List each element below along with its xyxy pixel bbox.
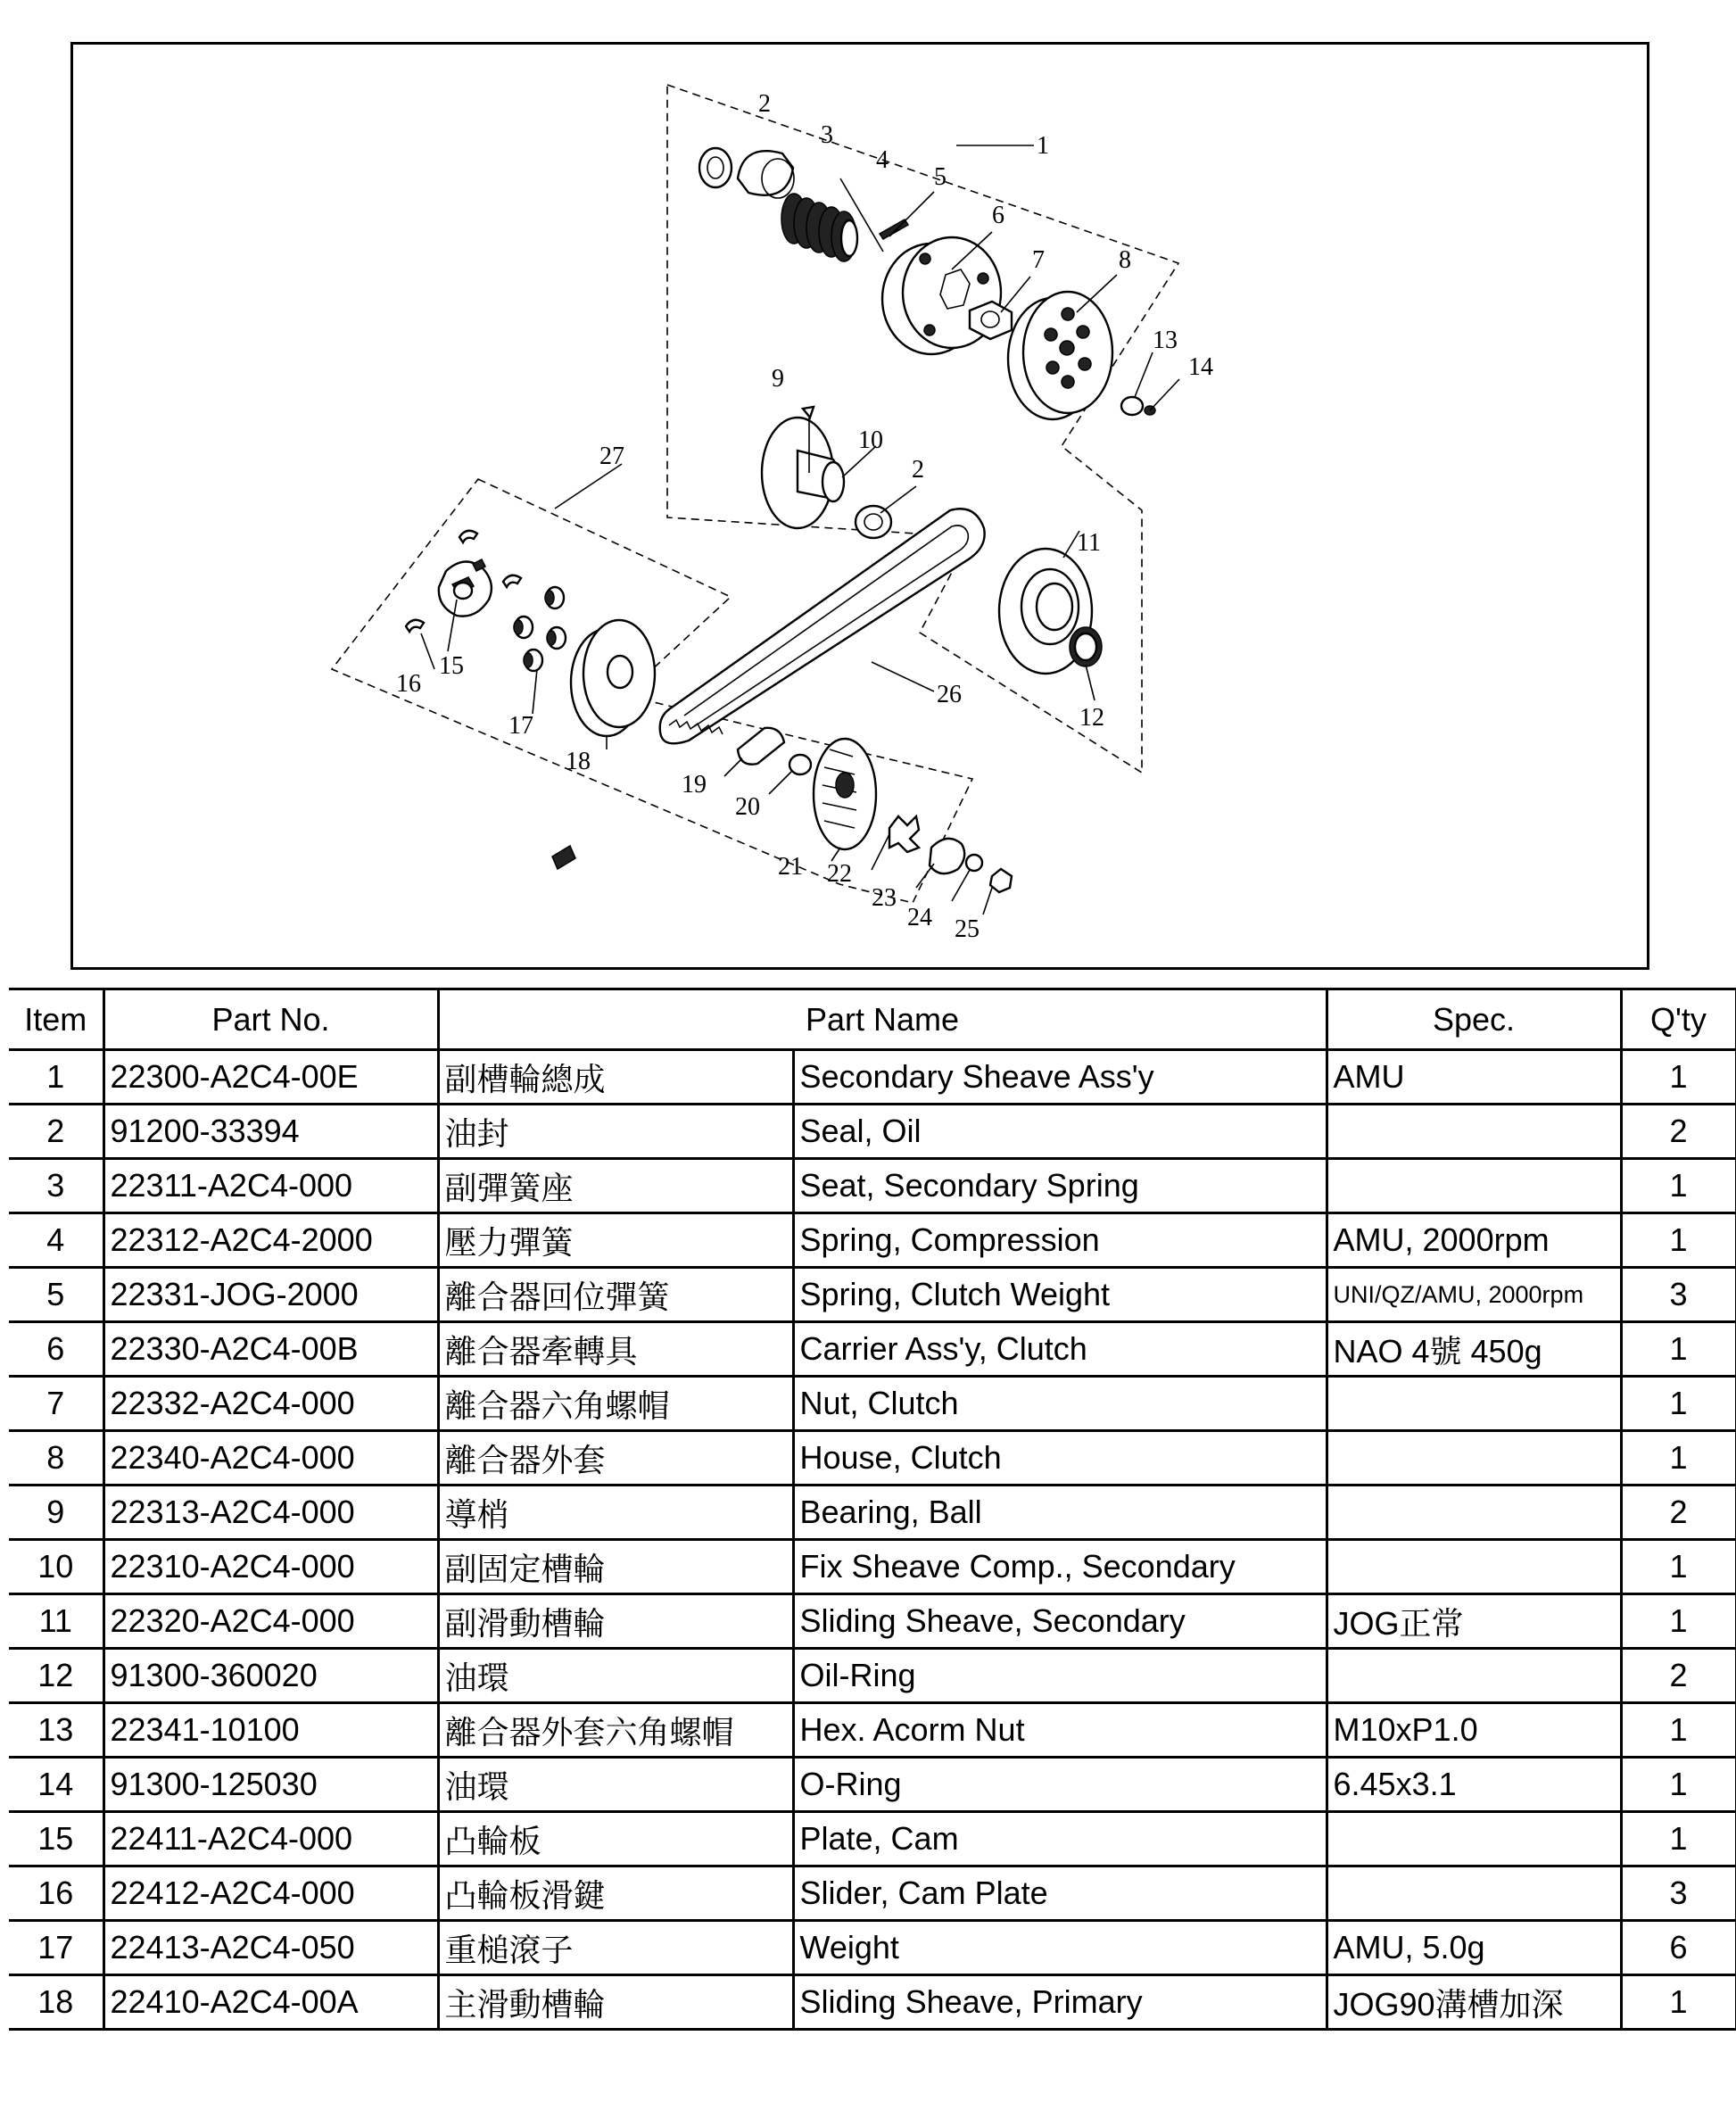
cell-name-en: Spring, Clutch Weight xyxy=(793,1268,1327,1322)
cell-name-zh: 離合器外套 xyxy=(438,1431,793,1486)
cell-qty: 3 xyxy=(1621,1866,1736,1921)
table-row xyxy=(9,1758,1736,1812)
cell-qty: 1 xyxy=(1621,1431,1736,1486)
cell-spec xyxy=(1327,1866,1621,1921)
cell-qty: 2 xyxy=(1621,1105,1736,1159)
cell-qty: 1 xyxy=(1621,1540,1736,1594)
callout-23: 23 xyxy=(872,884,897,912)
cell-name-zh: 離合器六角螺帽 xyxy=(438,1377,793,1431)
cell-qty: 1 xyxy=(1621,1594,1736,1649)
cell-name-zh: 副固定槽輪 xyxy=(438,1540,793,1594)
cell-item: 7 xyxy=(9,1377,103,1431)
callout-14: 14 xyxy=(1188,353,1213,381)
compression-spring-part xyxy=(781,194,857,261)
cell-part-no: 22410-A2C4-00A xyxy=(103,1975,438,2030)
cell-name-en: House, Clutch xyxy=(793,1431,1327,1486)
cell-part-no: 22300-A2C4-00E xyxy=(103,1050,438,1105)
callout-8: 8 xyxy=(1119,246,1131,274)
cell-item: 14 xyxy=(9,1758,103,1812)
clutch-carrier-part xyxy=(882,237,1001,354)
fan-fixed-sheave-part xyxy=(814,739,876,849)
cell-spec: AMU, 2000rpm xyxy=(1327,1213,1621,1268)
cell-name-zh: 油環 xyxy=(438,1649,793,1703)
seal-oil-lower-part xyxy=(856,506,891,538)
cell-name-en: Carrier Ass'y, Clutch xyxy=(793,1322,1327,1377)
callout-16: 16 xyxy=(396,670,421,698)
cell-part-no: 22313-A2C4-000 xyxy=(103,1486,438,1540)
cam-plate-part xyxy=(439,559,492,617)
cell-part-no: 91300-360020 xyxy=(103,1649,438,1703)
cell-qty: 1 xyxy=(1621,1812,1736,1866)
header-part-name: Part Name xyxy=(438,989,1327,1050)
cam-slider-part xyxy=(459,531,477,542)
cell-name-en: Bearing, Ball xyxy=(793,1486,1327,1540)
cell-name-zh: 離合器回位彈簧 xyxy=(438,1268,793,1322)
callout-19: 19 xyxy=(682,771,707,799)
cell-item: 16 xyxy=(9,1866,103,1921)
table-row xyxy=(9,1050,1736,1105)
table-body xyxy=(9,1050,1736,2030)
callout-26: 26 xyxy=(937,681,962,708)
cell-item: 13 xyxy=(9,1703,103,1758)
callout-27: 27 xyxy=(599,443,624,470)
callout-2-lower: 2 xyxy=(912,456,924,484)
callout-21: 21 xyxy=(778,853,803,881)
header-part-no: Part No. xyxy=(103,989,438,1050)
cell-part-no: 91300-125030 xyxy=(103,1758,438,1812)
cell-name-en: Seat, Secondary Spring xyxy=(793,1159,1327,1213)
cell-spec: NAO 4號 450g xyxy=(1327,1322,1621,1377)
callout-7: 7 xyxy=(1032,246,1045,274)
cell-item: 8 xyxy=(9,1431,103,1486)
cell-spec xyxy=(1327,1105,1621,1159)
table-row xyxy=(9,1105,1736,1159)
cell-name-en: Seal, Oil xyxy=(793,1105,1327,1159)
table-row xyxy=(9,1213,1736,1268)
cell-part-no: 22411-A2C4-000 xyxy=(103,1812,438,1866)
cell-spec: 6.45x3.1 xyxy=(1327,1758,1621,1812)
cell-spec xyxy=(1327,1540,1621,1594)
cell-part-no: 22331-JOG-2000 xyxy=(103,1268,438,1322)
cell-spec xyxy=(1327,1486,1621,1540)
table-row xyxy=(9,1975,1736,2030)
cell-item: 6 xyxy=(9,1322,103,1377)
callout-22: 22 xyxy=(827,860,852,888)
cell-name-zh: 副彈簧座 xyxy=(438,1159,793,1213)
cell-qty: 1 xyxy=(1621,1213,1736,1268)
table-header-row xyxy=(9,989,1736,1050)
callout-11: 11 xyxy=(1077,529,1101,557)
cell-item: 4 xyxy=(9,1213,103,1268)
table-row xyxy=(9,1159,1736,1213)
cell-item: 9 xyxy=(9,1486,103,1540)
weight-rollers-part xyxy=(514,587,566,671)
callout-24: 24 xyxy=(907,904,932,931)
fixed-sheave-secondary-part xyxy=(762,418,844,528)
callout-20: 20 xyxy=(735,793,760,821)
callout-1: 1 xyxy=(1037,132,1049,160)
table-row xyxy=(9,1812,1736,1866)
cell-item: 10 xyxy=(9,1540,103,1594)
table-row xyxy=(9,1921,1736,1975)
cell-qty: 1 xyxy=(1621,1975,1736,2030)
clutch-assembly-drawing xyxy=(73,45,1647,967)
cell-name-zh: 主滑動槽輪 xyxy=(438,1975,793,2030)
table-row xyxy=(9,1377,1736,1431)
callout-3: 3 xyxy=(821,121,833,149)
cell-item: 17 xyxy=(9,1921,103,1975)
cell-qty: 1 xyxy=(1621,1758,1736,1812)
cell-spec: UNI/QZ/AMU, 2000rpm xyxy=(1327,1268,1621,1322)
cell-qty: 1 xyxy=(1621,1050,1736,1105)
cell-spec xyxy=(1327,1159,1621,1213)
cell-part-no: 22311-A2C4-000 xyxy=(103,1159,438,1213)
cell-qty: 1 xyxy=(1621,1377,1736,1431)
parts-list-table xyxy=(9,988,1736,2031)
cell-item: 12 xyxy=(9,1649,103,1703)
cell-item: 3 xyxy=(9,1159,103,1213)
table-row xyxy=(9,1649,1736,1703)
cell-spec xyxy=(1327,1431,1621,1486)
seal-oil-part xyxy=(699,148,732,187)
washer-nut-set-part xyxy=(930,839,1012,892)
cell-item: 2 xyxy=(9,1105,103,1159)
cell-name-zh: 凸輪板滑鍵 xyxy=(438,1866,793,1921)
callout-9: 9 xyxy=(772,365,784,393)
cell-name-en: Weight xyxy=(793,1921,1327,1975)
collar-part xyxy=(738,728,784,765)
cell-name-zh: 副滑動槽輪 xyxy=(438,1594,793,1649)
cell-part-no: 22341-10100 xyxy=(103,1703,438,1758)
cell-name-en: Fix Sheave Comp., Secondary xyxy=(793,1540,1327,1594)
table-row xyxy=(9,1703,1736,1758)
leader-lines xyxy=(421,145,1179,915)
callout-13: 13 xyxy=(1153,327,1178,354)
callout-2: 2 xyxy=(758,90,771,118)
cell-part-no: 22340-A2C4-000 xyxy=(103,1431,438,1486)
cell-part-no: 22312-A2C4-2000 xyxy=(103,1213,438,1268)
callout-4: 4 xyxy=(876,146,889,174)
cell-spec: JOG90溝槽加深 xyxy=(1327,1975,1621,2030)
cell-name-en: Plate, Cam xyxy=(793,1812,1327,1866)
callout-17: 17 xyxy=(508,712,533,740)
table-row xyxy=(9,1540,1736,1594)
cell-name-zh: 油環 xyxy=(438,1758,793,1812)
table-row xyxy=(9,1486,1736,1540)
cell-name-en: Oil-Ring xyxy=(793,1649,1327,1703)
sliding-sheave-primary-part xyxy=(571,620,655,736)
washer-part xyxy=(789,755,811,774)
cell-name-en: Spring, Compression xyxy=(793,1213,1327,1268)
cell-spec: JOG正常 xyxy=(1327,1594,1621,1649)
guide-pin-part xyxy=(803,407,814,418)
cell-name-zh: 油封 xyxy=(438,1105,793,1159)
table-row xyxy=(9,1594,1736,1649)
cell-qty: 3 xyxy=(1621,1268,1736,1322)
table-row xyxy=(9,1268,1736,1322)
cell-part-no: 22310-A2C4-000 xyxy=(103,1540,438,1594)
cell-name-en: Hex. Acorm Nut xyxy=(793,1703,1327,1758)
table-row xyxy=(9,1431,1736,1486)
callout-12: 12 xyxy=(1079,704,1104,732)
cell-name-zh: 副槽輪總成 xyxy=(438,1050,793,1105)
table-row xyxy=(9,1322,1736,1377)
cell-name-en: Secondary Sheave Ass'y xyxy=(793,1050,1327,1105)
cell-part-no: 22412-A2C4-000 xyxy=(103,1866,438,1921)
cell-qty: 6 xyxy=(1621,1921,1736,1975)
starter-gear-part xyxy=(889,816,919,852)
cell-name-zh: 壓力彈簧 xyxy=(438,1213,793,1268)
cell-part-no: 22332-A2C4-000 xyxy=(103,1377,438,1431)
acorn-nut-part xyxy=(1121,397,1143,415)
cell-spec xyxy=(1327,1649,1621,1703)
clutch-housing-part xyxy=(1008,292,1112,419)
cell-name-zh: 離合器牽轉具 xyxy=(438,1322,793,1377)
cell-name-zh: 凸輪板 xyxy=(438,1812,793,1866)
cell-spec: M10xP1.0 xyxy=(1327,1703,1621,1758)
table-row xyxy=(9,1866,1736,1921)
cell-name-zh: 導梢 xyxy=(438,1486,793,1540)
cell-item: 15 xyxy=(9,1812,103,1866)
header-item: Item xyxy=(9,989,103,1050)
spring-seat-part xyxy=(738,151,793,195)
cell-qty: 2 xyxy=(1621,1649,1736,1703)
cell-name-en: Sliding Sheave, Primary xyxy=(793,1975,1327,2030)
cell-name-zh: 重槌滾子 xyxy=(438,1921,793,1975)
cell-spec xyxy=(1327,1377,1621,1431)
callout-25: 25 xyxy=(955,915,980,943)
exploded-parts-diagram xyxy=(70,42,1649,970)
loose-weight-part xyxy=(552,846,575,869)
cell-spec: AMU, 5.0g xyxy=(1327,1921,1621,1975)
callout-18: 18 xyxy=(566,748,591,775)
cell-part-no: 22413-A2C4-050 xyxy=(103,1921,438,1975)
callout-6: 6 xyxy=(992,202,1004,229)
cell-qty: 1 xyxy=(1621,1159,1736,1213)
cell-item: 1 xyxy=(9,1050,103,1105)
cell-name-en: Nut, Clutch xyxy=(793,1377,1327,1431)
cell-qty: 2 xyxy=(1621,1486,1736,1540)
cell-name-en: Sliding Sheave, Secondary xyxy=(793,1594,1327,1649)
cell-name-zh: 離合器外套六角螺帽 xyxy=(438,1703,793,1758)
cell-name-en: O-Ring xyxy=(793,1758,1327,1812)
header-spec: Spec. xyxy=(1327,989,1621,1050)
cell-name-en: Slider, Cam Plate xyxy=(793,1866,1327,1921)
cell-qty: 1 xyxy=(1621,1322,1736,1377)
cell-item: 5 xyxy=(9,1268,103,1322)
callout-5: 5 xyxy=(934,163,947,191)
cell-part-no: 91200-33394 xyxy=(103,1105,438,1159)
cell-spec xyxy=(1327,1812,1621,1866)
cell-part-no: 22330-A2C4-00B xyxy=(103,1322,438,1377)
header-qty: Q'ty xyxy=(1621,989,1736,1050)
cell-part-no: 22320-A2C4-000 xyxy=(103,1594,438,1649)
callout-10: 10 xyxy=(858,426,883,454)
cell-item: 11 xyxy=(9,1594,103,1649)
cell-spec: AMU xyxy=(1327,1050,1621,1105)
cell-qty: 1 xyxy=(1621,1703,1736,1758)
cell-item: 18 xyxy=(9,1975,103,2030)
callout-15: 15 xyxy=(439,652,464,680)
